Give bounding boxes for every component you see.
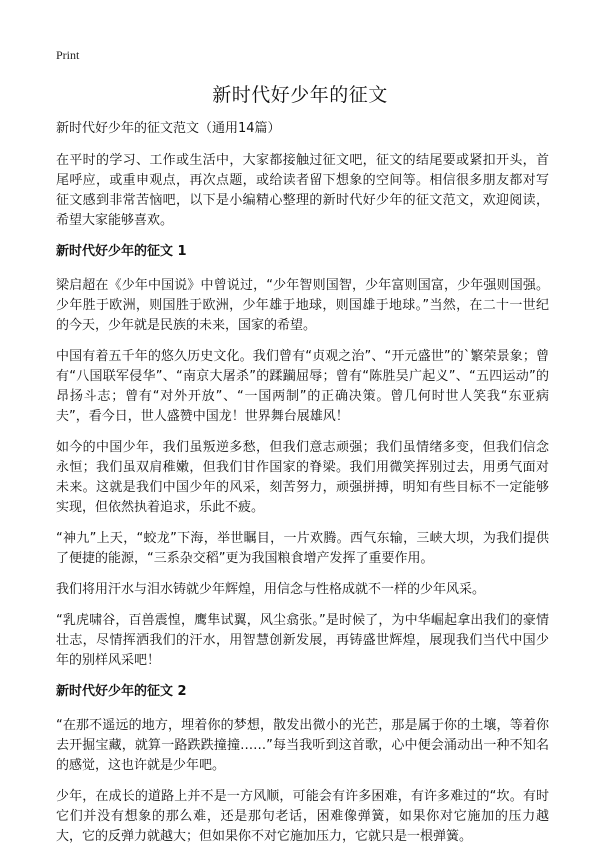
section-paragraph: 少年，在成长的道路上并不是一方风顺，可能会有许多困难，有许多难过的“坎。有时它们并没有想象的那么难，还是那句老话，困难像弹簧，如果你对它施加的压力越大，它的反弹力就越大；但如果你不对它施加压力，它就只是一根弹簧。: [56, 789, 549, 844]
section-paragraph: 如今的中国少年，我们虽叛逆多愁，但我们意志顽强；我们虽情绪多变，但我们信念永恒；我们虽双肩稚嫩，但我们甘作国家的脊梁。我们用微笑挥别过去，用勇气面对未来。这就是我们中国少年的风采，刻苦努力，顽强拼搏，明知有些目标不一定能够实现，但依然执着追求，乐此不疲。: [56, 440, 549, 515]
section-paragraph: “在那不遥远的地方，埋着你的梦想，散发出微小的光芒，那是属于你的土壤，等着你去开掘宝藏，就算一路跌跌撞撞……”每当我听到这首歌，心中便会涌动出一种不知名的感觉，这也许就是少年吧。: [56, 718, 549, 773]
print-link[interactable]: Print: [56, 48, 80, 62]
section-paragraph: “神九”上天，“蛟龙”下海，举世瞩目，一片欢腾。西气东输，三峡大坝，为我们提供了便捷的能源，“三系杂交稻”更为我国粮食增产发挥了重要作用。: [56, 531, 549, 566]
section-2: [56, 682, 549, 847]
section-paragraph: “乳虎啸谷，百兽震惶，鹰隼试翼，风尘翕张。”是时候了，为中华崛起拿出我们的豪情壮志，尽情挥洒我们的汗水，用智慧创新发展，再铸盛世辉煌，展现我们当代中国少年的别样风采吧！: [56, 613, 549, 668]
article-body: [56, 119, 549, 858]
section-heading: 新时代好少年的征文 2: [56, 684, 187, 699]
section-paragraph: 中国有着五千年的悠久历史文化。我们曾有“贞观之治”、“开元盛世”的`繁荣景象；曾有“八国联军侵华”、“南京大屠杀”的蹂躏屈辱；曾有“陈胜吴广起义”、“五四运动”的昂扬斗志；曾有“对外开放”、“一国两制”的正确决策。曾几何时世人笑我“东亚病夫”，看今日，世人盛赞中国龙！世界舞台展雄风！: [56, 349, 549, 424]
intro-paragraph: 在平时的学习、工作或生活中，大家都接触过征文吧，征文的结尾要或紧扣开头，首尾呼应，或重申观点，再次点题，或给读者留下想象的空间等。相信很多朋友都对写征文感到非常苦恼吧，以下是小编精心整理的新时代好少年的征文范文，欢迎阅读，希望大家能够喜欢。: [56, 153, 549, 228]
section-heading: 新时代好少年的征文 1: [56, 244, 187, 259]
article-subtitle: 新时代好少年的征文范文（通用14篇）: [56, 121, 281, 136]
section-paragraph: 梁启超在《少年中国说》中曾说过，“少年智则国智，少年富则国富，少年强则国强。少年胜于欧洲，则国胜于欧洲，少年雄于地球，则国雄于地球。”当然，在二十一世纪的今天，少年就是民族的未来，国家的希望。: [56, 278, 549, 333]
section-1: [56, 242, 549, 671]
page-title: 新时代好少年的征文: [212, 84, 388, 106]
section-paragraph: 我们将用汗水与泪水铸就少年辉煌，用信念与性格成就不一样的少年风采。: [56, 582, 486, 597]
